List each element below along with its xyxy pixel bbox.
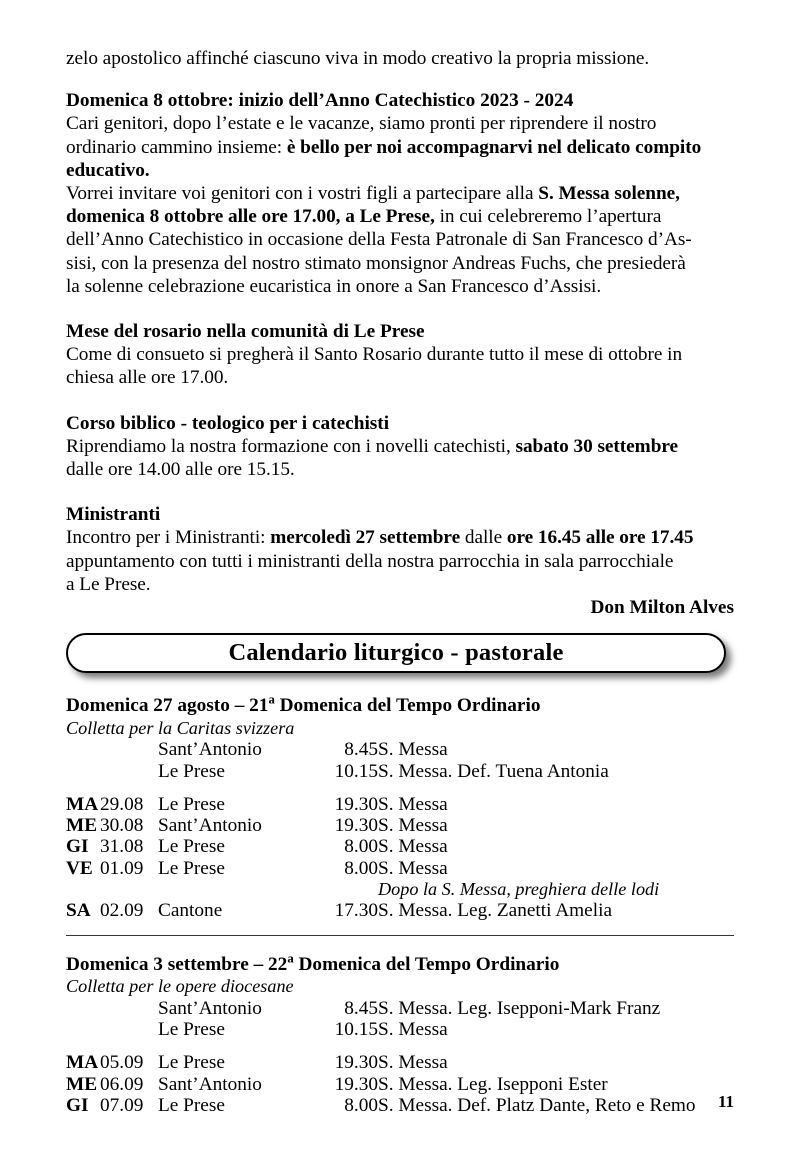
cell-day: VE xyxy=(66,857,93,879)
cell-day xyxy=(66,761,100,782)
cell-place: Le Prese xyxy=(158,760,225,782)
cell-place: Le Prese xyxy=(158,1052,225,1074)
table-row xyxy=(66,858,734,879)
cell-time: 19.30 xyxy=(334,793,378,815)
calendar-block-title xyxy=(66,951,734,977)
body-line: chiesa alle ore 17.00. xyxy=(66,367,229,389)
body-line: dalle ore 14.00 alle ore 15.15. xyxy=(66,459,295,481)
body-emphasis: sabato 30 settembre xyxy=(515,435,679,457)
body-line: ordinario cammino insieme: xyxy=(66,136,287,158)
table-row xyxy=(66,900,734,921)
page-number: 11 xyxy=(717,1092,734,1111)
cell-day: MA xyxy=(66,793,99,815)
cell-description: S. Messa xyxy=(378,836,448,858)
spacer xyxy=(66,481,734,503)
calendar-block-subtitle: Colletta per le opere diocesane xyxy=(66,976,294,997)
cell-description: S. Messa. Def. Tuena Antonia xyxy=(378,760,609,782)
cell-description: S. Messa xyxy=(378,815,448,837)
cell-place: Sant’Antonio xyxy=(158,739,262,761)
cell-description: S. Messa. Leg. Isepponi-Mark Franz xyxy=(378,997,661,1019)
cell-date: 01.09 xyxy=(100,857,144,879)
author-signature: Don Milton Alves xyxy=(590,597,734,619)
section-body xyxy=(66,526,734,596)
calendar-banner xyxy=(66,633,726,673)
cell-place: Le Prese xyxy=(158,1094,225,1116)
table-row xyxy=(66,998,734,1019)
cell-description: Dopo la S. Messa, preghiera delle lodi xyxy=(378,879,660,900)
section-heading: Ministranti xyxy=(66,504,161,526)
cell-place: Sant’Antonio xyxy=(158,815,262,837)
section-corso-biblico xyxy=(66,412,734,482)
calendar-banner-wrapper xyxy=(66,633,734,677)
body-line: a Le Prese. xyxy=(66,573,151,595)
cell-day xyxy=(66,879,100,900)
section-heading: Mese del rosario nella comunità di Le Prese xyxy=(66,321,425,343)
cell-date: 07.09 xyxy=(100,1094,144,1116)
calendar-block xyxy=(66,692,734,922)
cell-description: S. Messa xyxy=(378,793,448,815)
body-emphasis: domenica 8 ottobre alle ore 17.00, a Le Prese, xyxy=(66,206,435,228)
calendar-banner-title: Calendario liturgico - pastorale xyxy=(228,639,564,667)
body-line: appuntamento con tutti i ministranti della nostra parrocchia in sala parrocchiale xyxy=(66,550,674,572)
cell-description: S. Messa xyxy=(378,739,448,761)
cell-date: 31.08 xyxy=(100,836,144,858)
body-emphasis: è bello per noi accompagnarvi nel delicato compito xyxy=(286,136,702,158)
cell-time: 8.00 xyxy=(344,857,378,879)
body-emphasis: S. Messa solenne, xyxy=(538,183,680,205)
cell-time: 10.15 xyxy=(334,1018,378,1040)
table-row xyxy=(66,836,734,857)
table-row xyxy=(66,1019,734,1040)
cell-time: 19.30 xyxy=(334,1052,378,1074)
calendar-block-title xyxy=(66,692,734,718)
calendar-container xyxy=(66,692,734,1116)
cell-time: 8.00 xyxy=(344,836,378,858)
cell-place: Sant’Antonio xyxy=(158,997,262,1019)
section-anno-catechistico xyxy=(66,89,734,298)
row-spacer-cell xyxy=(66,782,734,794)
ordinal-suffix: a xyxy=(268,692,275,707)
row-spacer-cell xyxy=(66,1040,734,1052)
cell-description: S. Messa xyxy=(378,1018,448,1040)
cell-date: 05.09 xyxy=(100,1052,144,1074)
section-body xyxy=(66,112,734,298)
body-line: dalle xyxy=(460,527,507,549)
page-content xyxy=(66,47,734,1116)
spacer xyxy=(66,298,734,320)
ordinal-suffix: a xyxy=(287,951,294,966)
body-line: Vorrei invitare voi genitori con i vostri figli a partecipare alla xyxy=(66,183,539,205)
cell-place: Sant’Antonio xyxy=(158,1073,262,1095)
section-body xyxy=(66,435,734,481)
section-ministranti xyxy=(66,503,734,596)
cell-date: 30.08 xyxy=(100,815,144,837)
intro-paragraph: zelo apostolico affinché ciascuno viva in modo creativo la propria missione. xyxy=(66,48,650,69)
table-row xyxy=(66,739,734,760)
title-main: Domenica 3 settembre – 22 xyxy=(66,953,288,975)
body-line: dell’Anno Catechistico in occasione della Festa Patronale di San Francesco d’As- xyxy=(66,229,692,251)
section-heading: Domenica 8 ottobre: inizio dell’Anno Catechistico 2023 - 2024 xyxy=(66,90,574,112)
cell-place: Le Prese xyxy=(158,857,225,879)
table-row xyxy=(66,1052,734,1073)
calendar-separator xyxy=(66,935,734,936)
cell-date: 02.09 xyxy=(100,900,144,922)
cell-time: 8.00 xyxy=(344,1094,378,1116)
title-rest: Domenica del Tempo Ordinario xyxy=(293,953,560,975)
calendar-block-subtitle: Colletta per la Caritas svizzera xyxy=(66,717,295,738)
body-emphasis: educativo. xyxy=(66,159,150,181)
cell-place: Cantone xyxy=(158,900,223,922)
cell-date xyxy=(100,761,158,782)
body-line: Incontro per i Ministranti: xyxy=(66,527,271,549)
cell-day xyxy=(66,998,100,1019)
body-line: la solenne celebrazione eucaristica in onore a San Francesco d’Assisi. xyxy=(66,275,602,297)
cell-time: 17.30 xyxy=(334,900,378,922)
cell-day: SA xyxy=(66,900,91,922)
title-rest: Domenica del Tempo Ordinario xyxy=(274,695,541,717)
cell-day xyxy=(66,739,100,760)
body-line: in cui celebreremo l’apertura xyxy=(434,206,662,228)
cell-description: S. Messa xyxy=(378,857,448,879)
cell-day: GI xyxy=(66,836,89,858)
cell-description: S. Messa. Def. Platz Dante, Reto e Remo xyxy=(378,1094,696,1116)
cell-place: Le Prese xyxy=(158,793,225,815)
cell-time: 10.15 xyxy=(334,760,378,782)
cell-time: 19.30 xyxy=(334,1073,378,1095)
cell-time: 8.45 xyxy=(344,739,378,761)
cell-day: ME xyxy=(66,1073,98,1095)
cell-description: S. Messa. Leg. Isepponi Ester xyxy=(378,1073,608,1095)
cell-place xyxy=(158,879,320,900)
row-spacer xyxy=(66,1040,734,1052)
section-body xyxy=(66,343,734,389)
section-mese-rosario xyxy=(66,320,734,390)
body-emphasis: ore 16.45 alle ore 17.45 xyxy=(506,527,694,549)
row-spacer xyxy=(66,782,734,794)
cell-date xyxy=(100,739,158,760)
body-line: Come di consueto si pregherà il Santo Rosario durante tutto il mese di ottobre in xyxy=(66,344,683,366)
cell-day: MA xyxy=(66,1052,99,1074)
cell-date xyxy=(100,879,158,900)
cell-time xyxy=(320,879,378,900)
cell-place: Le Prese xyxy=(158,1018,225,1040)
cell-day xyxy=(66,1019,100,1040)
cell-time: 19.30 xyxy=(334,815,378,837)
cell-date xyxy=(100,1019,158,1040)
section-heading: Corso biblico - teologico per i catechisti xyxy=(66,412,390,434)
cell-place: Le Prese xyxy=(158,836,225,858)
spacer xyxy=(66,390,734,412)
cell-date xyxy=(100,998,158,1019)
cell-time: 8.45 xyxy=(344,997,378,1019)
table-row xyxy=(66,794,734,815)
cell-day: GI xyxy=(66,1094,89,1116)
cell-description: S. Messa xyxy=(378,1052,448,1074)
spacer xyxy=(66,70,734,89)
table-row xyxy=(66,761,734,782)
body-emphasis: mercoledì 27 settembre xyxy=(270,527,461,549)
table-row xyxy=(66,815,734,836)
body-line: sisi, con la presenza del nostro stimato monsignor Andreas Fuchs, che presiederà xyxy=(66,252,686,274)
schedule-table xyxy=(66,739,734,921)
body-line: Cari genitori, dopo l’estate e le vacanze, siamo pronti per riprendere il nostro xyxy=(66,113,657,135)
body-line: Riprendiamo la nostra formazione con i novelli catechisti, xyxy=(66,435,516,457)
cell-date: 06.09 xyxy=(100,1073,144,1095)
cell-day: ME xyxy=(66,815,98,837)
table-row xyxy=(66,879,734,900)
cell-date: 29.08 xyxy=(100,793,144,815)
cell-description: S. Messa. Leg. Zanetti Amelia xyxy=(378,900,613,922)
title-main: Domenica 27 agosto – 21 xyxy=(66,695,269,717)
